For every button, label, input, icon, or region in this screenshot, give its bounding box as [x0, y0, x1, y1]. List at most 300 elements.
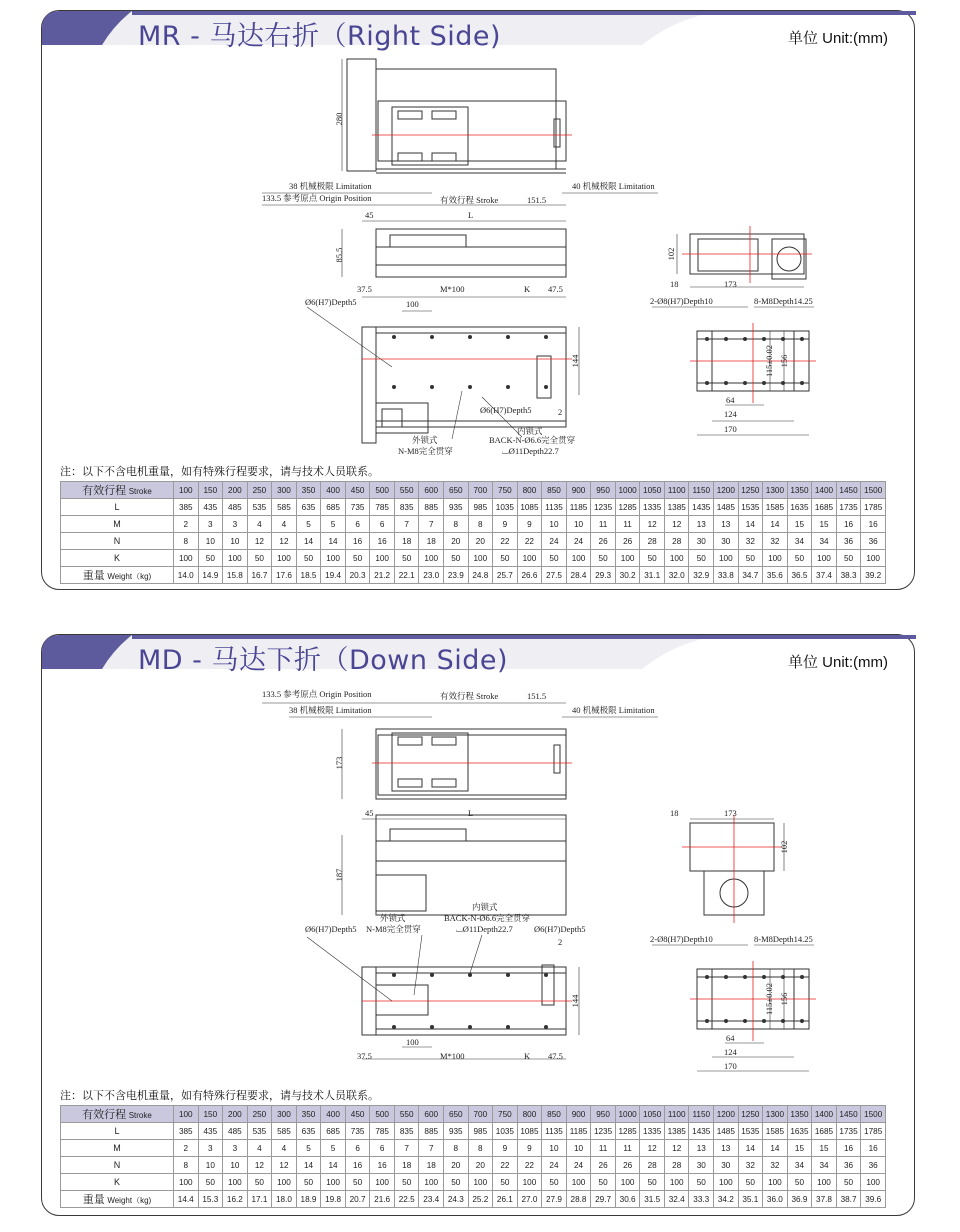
mr-table-cell: 13: [689, 516, 714, 533]
md-stroke: 有效行程 Stroke: [440, 691, 499, 701]
mr-weight-cell: 38.3: [836, 567, 861, 584]
mr-weight-cell: 30.2: [615, 567, 640, 584]
mr-table-cell: 22: [517, 533, 542, 550]
md-limit-right: 40 机械极限 Limitation: [572, 705, 655, 715]
md-table-cell: 16: [370, 1157, 395, 1174]
md-stroke-cell: 500: [370, 1106, 395, 1123]
mr-table-cell: 18: [394, 533, 419, 550]
mr-table-cell: 1685: [812, 499, 837, 516]
md-table-cell: 16: [836, 1140, 861, 1157]
mr-weight-cell: 32.0: [664, 567, 689, 584]
md-weight-cell: 19.8: [321, 1191, 346, 1208]
mr-end-156: 156: [779, 354, 789, 368]
md-table-cell: 50: [689, 1174, 714, 1191]
mr-table-cell: 685: [321, 499, 346, 516]
mr-table-cell: 50: [738, 550, 763, 567]
mr-table-cell: 15: [812, 516, 837, 533]
md-table-cell: 14: [321, 1157, 346, 1174]
mr-int-lock-spec1: BACK-N-Ø6.6完全贯穿: [489, 435, 576, 445]
md-table-cell: 100: [714, 1174, 739, 1191]
mr-table-cell: 1285: [615, 499, 640, 516]
md-table-cell: 50: [345, 1174, 370, 1191]
mr-table-cell: 1785: [861, 499, 886, 516]
mr-table-cell: 7: [419, 516, 444, 533]
mr-table-cell: 32: [763, 533, 788, 550]
mr-table-header-row: [61, 482, 886, 499]
mr-end-tap: 8-M8Depth14.25: [754, 296, 813, 306]
mr-weight-label-en: Weight（kg): [107, 572, 152, 581]
md-pin-hole: Ø6(H7)Depth5: [305, 924, 357, 934]
md-table-cell: 10: [566, 1140, 591, 1157]
mr-dim-151: 151.5: [527, 195, 547, 205]
mr-table-cell: 100: [370, 550, 395, 567]
md-table-cell: 935: [444, 1123, 469, 1140]
md-table-cell: 985: [468, 1123, 493, 1140]
md-weight-cell: 15.3: [198, 1191, 223, 1208]
mr-weight-cell: 24.8: [468, 567, 493, 584]
md-pin-hole-2: Ø6(H7)Depth5: [534, 924, 586, 934]
mr-table-cell: 1035: [493, 499, 518, 516]
mr-table-cell: 50: [689, 550, 714, 567]
mr-stroke-cell: 300: [272, 482, 297, 499]
mr-table-cell: 100: [174, 550, 199, 567]
mr-weight-cell: 22.1: [394, 567, 419, 584]
md-weight-cell: 33.3: [689, 1191, 714, 1208]
mr-table-cell: 385: [174, 499, 199, 516]
md-table-cell: 13: [714, 1140, 739, 1157]
md-table-row: [61, 1123, 886, 1140]
md-table-cell: 1785: [861, 1123, 886, 1140]
md-stroke-cell: 1500: [861, 1106, 886, 1123]
mr-weight-cell: 28.4: [566, 567, 591, 584]
mr-dim-280: 280: [334, 112, 344, 126]
mr-weight-cell: 35.6: [763, 567, 788, 584]
md-table-cell: 1335: [640, 1123, 665, 1140]
mr-int-lock-spec2: ⌴Ø11Depth22.7: [502, 446, 559, 456]
md-table-cell: 100: [615, 1174, 640, 1191]
mr-origin: 133.5 参考原点 Origin Position: [262, 193, 372, 203]
mr-table-cell: 50: [493, 550, 518, 567]
md-ext-lock-spec: N-M8完全贯穿: [366, 924, 421, 934]
md-weight-cell: 26.1: [493, 1191, 518, 1208]
mr-table-cell: 14: [738, 516, 763, 533]
mr-stroke-cell: 100: [174, 482, 199, 499]
md-dim-173: 173: [334, 756, 344, 770]
mr-table-cell: 50: [787, 550, 812, 567]
mr-table-cell: 1435: [689, 499, 714, 516]
mr-stroke-label-cn: 有效行程: [82, 485, 127, 497]
mr-ext-lock: 外锁式: [412, 435, 438, 445]
md-dim-M100: M*100: [440, 1051, 465, 1061]
mr-table-cell: 22: [493, 533, 518, 550]
mr-table-cell: 11: [615, 516, 640, 533]
md-section-title: MD - 马达下折（Down Side): [138, 645, 509, 676]
md-table-cell: 2: [174, 1140, 199, 1157]
md-stroke-cell: 1350: [787, 1106, 812, 1123]
mr-table-cell: 7: [394, 516, 419, 533]
md-table-cell: 100: [223, 1174, 248, 1191]
md-table-cell: 4: [247, 1140, 272, 1157]
md-table-cell: 22: [493, 1157, 518, 1174]
md-weight-cell: 37.8: [812, 1191, 837, 1208]
mr-pin-hole: Ø6(H7)Depth5: [305, 297, 357, 307]
mr-table-cell: 100: [861, 550, 886, 567]
md-table-cell: 22: [517, 1157, 542, 1174]
md-weight-cell: 24.3: [444, 1191, 469, 1208]
md-table-cell: 24: [542, 1157, 567, 1174]
mr-table-cell: 8: [444, 516, 469, 533]
md-table-cell: 1635: [787, 1123, 812, 1140]
md-table-cell: 100: [861, 1174, 886, 1191]
md-end-170: 170: [724, 1061, 737, 1071]
md-weight-cell: 36.0: [763, 1191, 788, 1208]
md-table-cell: 20: [444, 1157, 469, 1174]
mr-table-cell: 20: [468, 533, 493, 550]
mr-weight-cell: 19.4: [321, 567, 346, 584]
md-weight-cell: 18.9: [296, 1191, 321, 1208]
mr-weight-label-cn: 重量: [82, 570, 105, 582]
mr-table-cell: 12: [640, 516, 665, 533]
mr-dim-100: 100: [406, 299, 419, 309]
mr-table-cell: 885: [419, 499, 444, 516]
mr-table-cell: 50: [296, 550, 321, 567]
mr-table-cell: 14: [296, 533, 321, 550]
mr-table-cell: 485: [223, 499, 248, 516]
mr-end-170: 170: [724, 424, 737, 434]
mr-weight-cell: 32.9: [689, 567, 714, 584]
mr-stroke-cell: 1150: [689, 482, 714, 499]
mr-table-cell: 100: [763, 550, 788, 567]
md-end-124: 124: [724, 1047, 737, 1057]
md-weight-header: [61, 1191, 174, 1208]
mr-table-cell: 1335: [640, 499, 665, 516]
mr-weight-row: [61, 567, 886, 584]
md-weight-cell: 30.6: [615, 1191, 640, 1208]
mr-stroke-cell: 1100: [664, 482, 689, 499]
mr-table-cell: 26: [615, 533, 640, 550]
mr-dim-144: 144: [570, 354, 580, 368]
md-table-row: [61, 1140, 886, 1157]
mr-end-18: 18: [670, 279, 679, 289]
md-table-row: [61, 1157, 886, 1174]
mr-weight-cell: 15.8: [223, 567, 248, 584]
md-table-cell: 5: [321, 1140, 346, 1157]
md-table-cell: 36: [861, 1157, 886, 1174]
md-table-cell: 1385: [664, 1123, 689, 1140]
mr-table-cell: 100: [223, 550, 248, 567]
mr-table-cell: 100: [714, 550, 739, 567]
md-table-cell: 50: [394, 1174, 419, 1191]
md-table-cell: 32: [763, 1157, 788, 1174]
md-weight-label-cn: 重量: [82, 1194, 105, 1206]
md-ext-lock: 外锁式: [380, 913, 406, 923]
mr-stroke-cell: 400: [321, 482, 346, 499]
md-table-cell: 885: [419, 1123, 444, 1140]
md-stroke-cell: 400: [321, 1106, 346, 1123]
mr-stroke-cell: 650: [444, 482, 469, 499]
mr-table-cell: 50: [247, 550, 272, 567]
mr-table-cell: 935: [444, 499, 469, 516]
mr-weight-cell: 29.3: [591, 567, 616, 584]
md-table-cell: 12: [664, 1140, 689, 1157]
mr-table-row: [61, 499, 886, 516]
md-table-cell: 30: [714, 1157, 739, 1174]
md-table-cell: 1185: [566, 1123, 591, 1140]
mr-table-cell: 32: [738, 533, 763, 550]
md-dim-475: 47.5: [548, 1051, 563, 1061]
mr-table-cell: 8: [174, 533, 199, 550]
md-dim-375: 37.5: [357, 1051, 372, 1061]
md-table-cell: 34: [787, 1157, 812, 1174]
md-table-cell: 100: [419, 1174, 444, 1191]
mr-table-cell: 835: [394, 499, 419, 516]
mr-weight-cell: 37.4: [812, 567, 837, 584]
mr-table-cell: 3: [198, 516, 223, 533]
mr-dim-L: L: [468, 210, 474, 220]
md-table-cell: 785: [370, 1123, 395, 1140]
md-table-cell: 100: [517, 1174, 542, 1191]
md-table-cell: 50: [787, 1174, 812, 1191]
md-table-cell: 3: [223, 1140, 248, 1157]
mr-table-cell: 4: [272, 516, 297, 533]
mr-table-cell: 50: [591, 550, 616, 567]
mr-table-cell: 20: [444, 533, 469, 550]
md-table-cell: 36: [836, 1157, 861, 1174]
md-weight-cell: 39.6: [861, 1191, 886, 1208]
md-row-label: M: [61, 1140, 174, 1157]
md-end-115: 115±0.02: [764, 983, 774, 1015]
md-stroke-cell: 800: [517, 1106, 542, 1123]
mr-stroke-cell: 850: [542, 482, 567, 499]
md-dim-151: 151.5: [527, 691, 547, 701]
md-table-cell: 7: [419, 1140, 444, 1157]
mr-stroke-cell: 250: [247, 482, 272, 499]
mr-table-cell: 1735: [836, 499, 861, 516]
mr-table-cell: 10: [542, 516, 567, 533]
mr-table-cell: 100: [517, 550, 542, 567]
mr-table-cell: 6: [370, 516, 395, 533]
mr-table-cell: 34: [787, 533, 812, 550]
mr-end-64: 64: [726, 395, 735, 405]
md-table-cell: 14: [763, 1140, 788, 1157]
mr-table-cell: 50: [198, 550, 223, 567]
md-weight-cell: 28.8: [566, 1191, 591, 1208]
mr-table-cell: 985: [468, 499, 493, 516]
md-weight-cell: 27.9: [542, 1191, 567, 1208]
mr-stroke-cell: 1050: [640, 482, 665, 499]
md-stroke-cell: 550: [394, 1106, 419, 1123]
md-stroke-cell: 1150: [689, 1106, 714, 1123]
mr-table-cell: 9: [517, 516, 542, 533]
md-table-cell: 1435: [689, 1123, 714, 1140]
mr-table-cell: 1135: [542, 499, 567, 516]
md-table-cell: 18: [419, 1157, 444, 1174]
mr-stroke-cell: 1250: [738, 482, 763, 499]
mr-end-102: 102: [666, 247, 676, 261]
mr-table-cell: 24: [542, 533, 567, 550]
mr-table-cell: 11: [591, 516, 616, 533]
md-stroke-cell: 300: [272, 1106, 297, 1123]
mr-weight-cell: 34.7: [738, 567, 763, 584]
mr-pin-hole-2: Ø6(H7)Depth5: [480, 405, 532, 415]
md-table-cell: 8: [174, 1157, 199, 1174]
mr-stroke-cell: 350: [296, 482, 321, 499]
mr-weight-cell: 18.5: [296, 567, 321, 584]
mr-table-cell: 13: [714, 516, 739, 533]
md-stroke-cell: 750: [493, 1106, 518, 1123]
mr-weight-cell: 17.6: [272, 567, 297, 584]
md-weight-cell: 16.2: [223, 1191, 248, 1208]
mr-weight-cell: 31.1: [640, 567, 665, 584]
mr-weight-cell: 14.0: [174, 567, 199, 584]
mr-table-cell: 9: [493, 516, 518, 533]
md-table-cell: 12: [640, 1140, 665, 1157]
mr-table-cell: 10: [198, 533, 223, 550]
mr-table-cell: 30: [714, 533, 739, 550]
md-table-cell: 1735: [836, 1123, 861, 1140]
md-table-cell: 10: [198, 1157, 223, 1174]
md-table-cell: 100: [664, 1174, 689, 1191]
md-dim-2: 2: [558, 937, 563, 947]
md-stroke-cell: 150: [198, 1106, 223, 1123]
md-dim-L: L: [468, 808, 474, 818]
md-table-cell: 16: [861, 1140, 886, 1157]
mr-table-row: [61, 516, 886, 533]
mr-weight-cell: 21.2: [370, 567, 395, 584]
md-table-cell: 11: [591, 1140, 616, 1157]
md-table-cell: 8: [468, 1140, 493, 1157]
mr-table-cell: 50: [640, 550, 665, 567]
mr-table-cell: 635: [296, 499, 321, 516]
md-weight-cell: 31.5: [640, 1191, 665, 1208]
md-end-156: 156: [779, 992, 789, 1006]
mr-table-cell: 12: [664, 516, 689, 533]
md-table-cell: 18: [394, 1157, 419, 1174]
md-end-173: 173: [724, 808, 737, 818]
md-stroke-header: [61, 1106, 174, 1123]
md-stroke-label-cn: 有效行程: [82, 1109, 127, 1121]
md-table-header-row: [61, 1106, 886, 1123]
mr-stroke-cell: 550: [394, 482, 419, 499]
md-row-label: L: [61, 1123, 174, 1140]
md-table-row: [61, 1174, 886, 1191]
md-end-dowel: 2-Ø8(H7)Depth10: [650, 934, 713, 944]
mr-weight-cell: 23.0: [419, 567, 444, 584]
md-table-cell: 9: [493, 1140, 518, 1157]
mr-end-124: 124: [724, 409, 737, 419]
mr-weight-cell: 33.8: [714, 567, 739, 584]
mr-weight-cell: 26.6: [517, 567, 542, 584]
mr-table-cell: 1585: [763, 499, 788, 516]
md-table-cell: 30: [689, 1157, 714, 1174]
md-table-cell: 6: [345, 1140, 370, 1157]
md-table-cell: 100: [763, 1174, 788, 1191]
mr-table-cell: 5: [296, 516, 321, 533]
md-stroke-cell: 650: [444, 1106, 469, 1123]
mr-table-cell: 100: [272, 550, 297, 567]
mr-weight-cell: 23.9: [444, 567, 469, 584]
md-table-cell: 100: [321, 1174, 346, 1191]
md-weight-row: [61, 1191, 886, 1208]
md-table-cell: 3: [198, 1140, 223, 1157]
mr-table-cell: 8: [468, 516, 493, 533]
md-stroke-cell: 350: [296, 1106, 321, 1123]
md-row-label: K: [61, 1174, 174, 1191]
mr-table-cell: 16: [836, 516, 861, 533]
md-weight-label-en: Weight（kg): [107, 1196, 152, 1205]
mr-note: 注：以下不含电机重量，如有特殊行程要求，请与技术人员联系。: [60, 466, 379, 478]
md-table-cell: 50: [542, 1174, 567, 1191]
mr-table-cell: 435: [198, 499, 223, 516]
md-table-cell: 15: [812, 1140, 837, 1157]
mr-table-cell: 100: [615, 550, 640, 567]
mr-table-cell: 6: [345, 516, 370, 533]
md-dim-45: 45: [365, 808, 374, 818]
md-table-cell: 50: [247, 1174, 272, 1191]
mr-dim-855: 85.5: [334, 247, 344, 263]
mr-dim-K: K: [524, 284, 531, 294]
md-spec-table: [60, 1105, 886, 1208]
md-weight-cell: 35.1: [738, 1191, 763, 1208]
md-dim-187: 187: [334, 868, 344, 882]
mr-end-173: 173: [724, 279, 737, 289]
mr-table-row: [61, 533, 886, 550]
md-table-cell: 100: [468, 1174, 493, 1191]
mr-spec-table: [60, 481, 886, 584]
mr-table-cell: 3: [223, 516, 248, 533]
mr-table-cell: 535: [247, 499, 272, 516]
md-stroke-cell: 1100: [664, 1106, 689, 1123]
mr-weight-cell: 36.5: [787, 567, 812, 584]
mr-end-dowel: 2-Ø8(H7)Depth10: [650, 296, 713, 306]
md-stroke-cell: 600: [419, 1106, 444, 1123]
md-table-cell: 10: [223, 1157, 248, 1174]
mr-stroke-cell: 1450: [836, 482, 861, 499]
mr-weight-cell: 14.9: [198, 567, 223, 584]
md-table-cell: 685: [321, 1123, 346, 1140]
mr-ext-lock-spec: N-M8完全贯穿: [398, 446, 453, 456]
md-table-cell: 735: [345, 1123, 370, 1140]
mr-stroke-label-en: Stroke: [128, 487, 152, 496]
mr-table-cell: 16: [861, 516, 886, 533]
md-stroke-cell: 900: [566, 1106, 591, 1123]
md-stroke-cell: 1450: [836, 1106, 861, 1123]
mr-table-cell: 2: [174, 516, 199, 533]
md-table-cell: 100: [174, 1174, 199, 1191]
md-int-lock-spec2: ⌴Ø11Depth22.7: [456, 924, 513, 934]
mr-table-cell: 50: [836, 550, 861, 567]
md-table-cell: 1285: [615, 1123, 640, 1140]
md-table-cell: 50: [640, 1174, 665, 1191]
mr-limit-left: 38 机械极限 Limitation: [289, 181, 372, 191]
md-table-cell: 100: [566, 1174, 591, 1191]
md-origin: 133.5 参考原点 Origin Position: [262, 689, 372, 699]
mr-stroke-cell: 1200: [714, 482, 739, 499]
md-table-cell: 14: [296, 1157, 321, 1174]
mr-table-cell: 50: [345, 550, 370, 567]
md-weight-cell: 17.1: [247, 1191, 272, 1208]
mr-table-cell: 10: [566, 516, 591, 533]
mr-table-cell: 30: [689, 533, 714, 550]
mr-end-115: 115±0.02: [764, 345, 774, 377]
md-table-cell: 8: [444, 1140, 469, 1157]
mr-stroke-cell: 1300: [763, 482, 788, 499]
mr-table-cell: 50: [542, 550, 567, 567]
mr-stroke-cell: 500: [370, 482, 395, 499]
mr-dim-2: 2: [558, 407, 563, 417]
mr-table-cell: 24: [566, 533, 591, 550]
mr-table-cell: 50: [444, 550, 469, 567]
